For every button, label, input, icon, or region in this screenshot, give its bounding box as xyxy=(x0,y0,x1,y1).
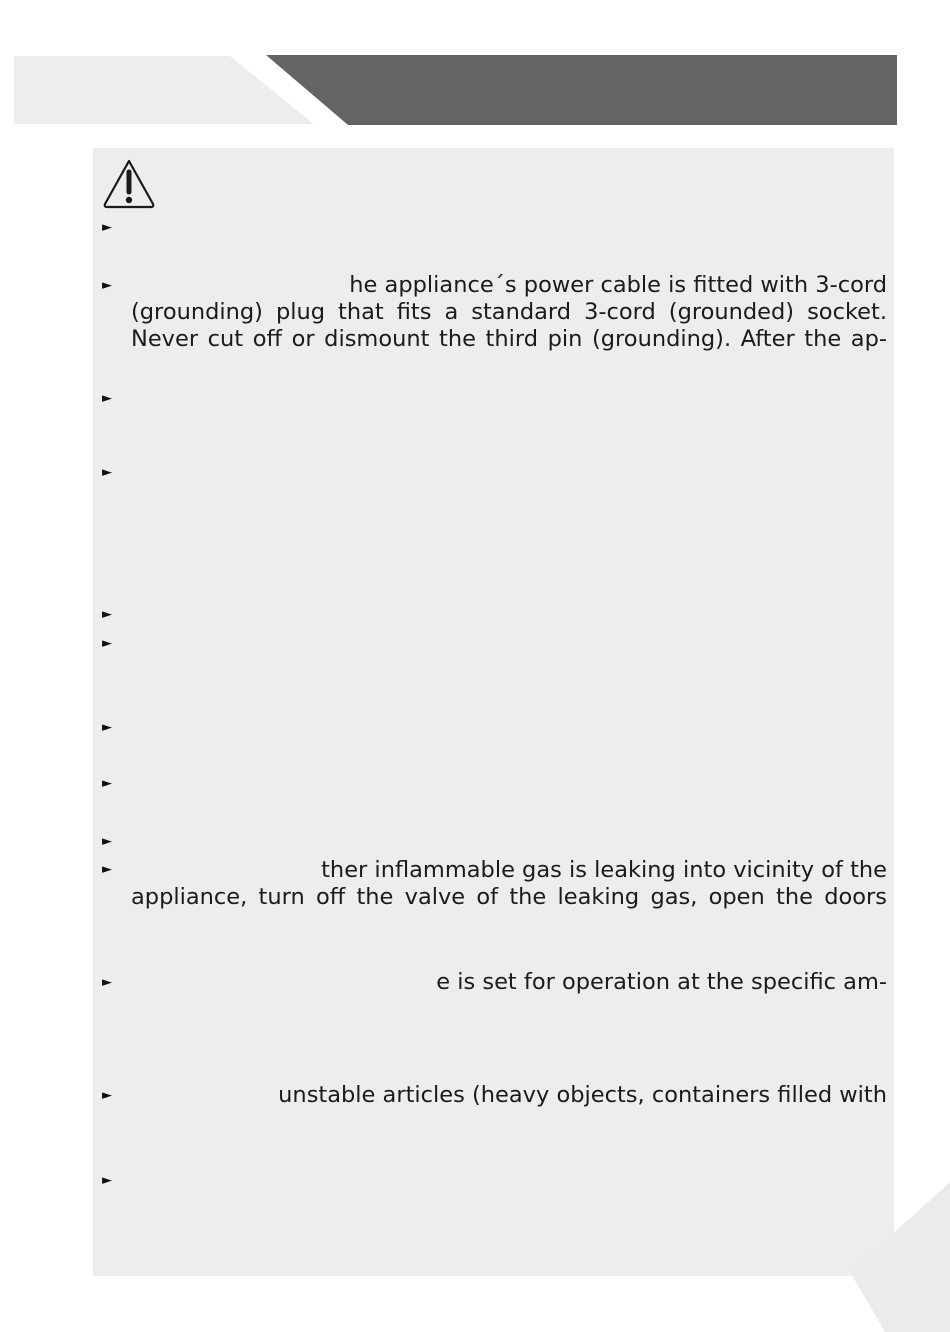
bullet-marker: ► xyxy=(102,636,112,651)
bullet-marker: ► xyxy=(102,776,112,791)
bullet-marker: ► xyxy=(102,834,112,849)
warning-item-text-line: e is set for operation at the specific am- xyxy=(436,969,887,995)
warning-item-text-line: appliance, turn off the valve of the leaking gas, open the doors xyxy=(131,884,887,910)
header-tab-right xyxy=(266,55,897,125)
bullet-marker: ► xyxy=(102,465,112,480)
bullet-marker: ► xyxy=(102,720,112,735)
warning-section xyxy=(93,148,894,1276)
bullet-marker: ► xyxy=(102,220,112,235)
header-tab-left xyxy=(14,56,314,124)
warning-item-text-line: unstable articles (heavy objects, containers filled with xyxy=(278,1082,887,1108)
bullet-marker: ► xyxy=(102,862,112,877)
bullet-marker: ► xyxy=(102,278,112,293)
bullet-marker: ► xyxy=(102,975,112,990)
warning-item-text-line: he appliance´s power cable is fitted with 3-cord xyxy=(349,272,887,298)
bullet-marker: ► xyxy=(102,1173,112,1188)
warning-item-text-line: Never cut off or dismount the third pin (grounding). After the ap- xyxy=(131,326,887,352)
warning-triangle-icon xyxy=(101,156,157,212)
warning-item-text-line: ther inflammable gas is leaking into vicinity of the xyxy=(321,857,887,883)
bullet-marker: ► xyxy=(102,607,112,622)
bullet-marker: ► xyxy=(102,391,112,406)
bullet-marker: ► xyxy=(102,1088,112,1103)
warning-item-text-line: (grounding) plug that fits a standard 3-cord (grounded) socket. xyxy=(131,299,887,325)
